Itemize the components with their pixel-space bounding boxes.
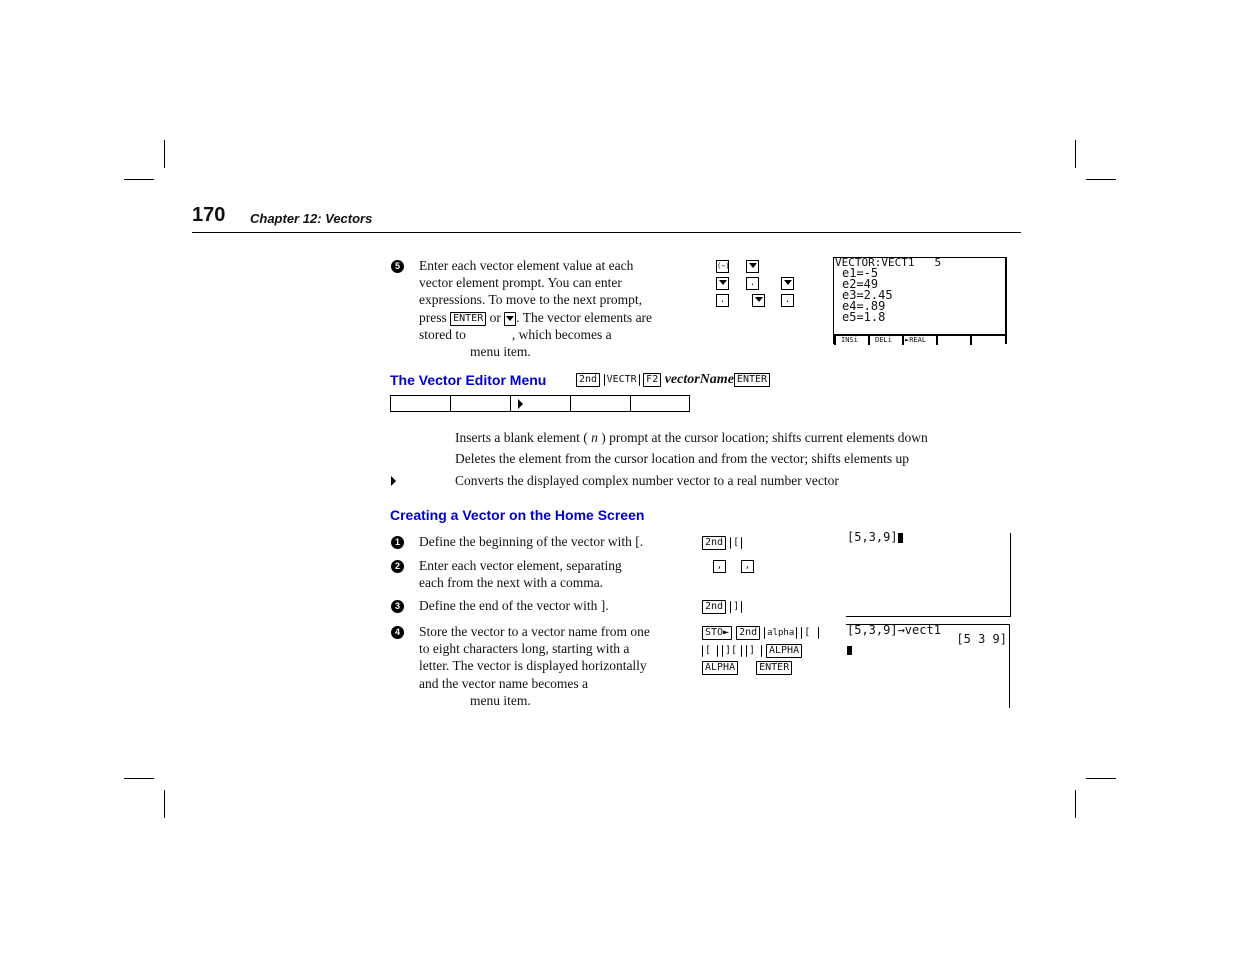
- text-line: letter. The vector is displayed horizontally: [419, 658, 647, 674]
- down-arrow-icon: [506, 316, 514, 321]
- down-arrow-icon: [719, 280, 727, 285]
- menu-divider: [970, 336, 972, 345]
- home-step4-text: [419, 623, 704, 709]
- alpha-key: ALPHA: [766, 644, 802, 658]
- section-heading-vector-editor-menu: The Vector Editor Menu: [390, 372, 547, 388]
- text-line: to eight characters long, starting with a: [419, 641, 630, 657]
- cursor-block: [898, 533, 903, 543]
- decimal-key: .: [716, 294, 729, 307]
- crop-mark: [1086, 179, 1116, 180]
- menu-cell-insi: [390, 395, 451, 412]
- alpha-lower-key: alpha: [764, 627, 797, 639]
- menu-desc-real: Converts the displayed complex number vector to a real number vector: [455, 473, 839, 488]
- menu-divider: [902, 336, 904, 345]
- comma-key: ,: [713, 560, 726, 573]
- cursor-block: [847, 646, 852, 655]
- enter-key: ENTER: [756, 661, 792, 675]
- triangle-icon: [391, 476, 396, 486]
- screen-row: e4=.89: [842, 299, 886, 313]
- menu-cell-deli: [450, 395, 511, 412]
- enter-key: ENTER: [450, 312, 486, 326]
- f2-key: F2: [643, 373, 661, 387]
- text-line: vector element prompt. You can enter: [419, 275, 622, 291]
- second-key: 2nd: [576, 373, 600, 387]
- menu-divider: [834, 336, 836, 345]
- calculator-home-screen-2: [846, 624, 1010, 708]
- alpha-key: ALPHA: [702, 661, 738, 675]
- screen-entry: [5,3,9]→vect1: [847, 623, 941, 637]
- crop-mark: [1075, 140, 1076, 168]
- crop-mark: [1075, 790, 1076, 818]
- home-step4-keys-row2: [702, 642, 802, 660]
- text-line: menu item.: [470, 344, 531, 360]
- down-arrow-key: [716, 277, 729, 290]
- second-key: 2nd: [736, 626, 760, 640]
- down-arrow-icon: [749, 263, 757, 268]
- text-fragment: ) prompt at the cursor location; shifts current elements down: [601, 430, 928, 445]
- text-line: menu item.: [470, 692, 531, 708]
- text-line: [419, 309, 709, 326]
- text-line: expressions. To move to the next prompt,: [419, 292, 643, 308]
- text-line: Enter each vector element value at each: [419, 258, 634, 273]
- screen-title-text: VECTOR:VECT1: [835, 256, 915, 269]
- triangle-icon: [518, 399, 523, 409]
- screen-entry: [847, 531, 903, 544]
- decimal-key: .: [746, 277, 759, 290]
- text-fragment: n: [591, 430, 598, 445]
- menu-cell-real: [510, 395, 571, 412]
- crop-mark: [1086, 778, 1116, 779]
- text-line: [419, 326, 709, 343]
- text-fragment: , which becomes a: [511, 326, 612, 342]
- text-fragment: press: [419, 309, 447, 325]
- text-fragment: or: [489, 309, 501, 325]
- second-key: 2nd: [702, 536, 726, 550]
- store-key: STO►: [702, 626, 732, 640]
- close-bracket-key: ]: [730, 601, 742, 613]
- home-step1-keys: [702, 534, 742, 552]
- step-number-5: 5: [391, 260, 404, 273]
- text-fragment: stored to: [419, 326, 466, 342]
- screen-menu-item: ►REAL: [905, 336, 927, 344]
- page-number: 170: [192, 204, 226, 226]
- screen-result: [5 3 9]: [956, 632, 1007, 646]
- comma-key: ,: [741, 560, 754, 573]
- down-arrow-key: [504, 312, 516, 326]
- down-arrow-key: [746, 260, 759, 273]
- second-key: 2nd: [702, 600, 726, 614]
- header-rule: [192, 232, 1021, 233]
- chapter-title: Chapter 12: Vectors: [250, 211, 373, 226]
- text-fragment: . The vector elements are: [516, 309, 653, 325]
- screen-menu-item: INSi: [841, 336, 858, 344]
- home-step4-keys-row1: [702, 624, 819, 642]
- home-step3-keys: [702, 598, 742, 616]
- section-heading-home-screen: Creating a Vector on the Home Screen: [390, 507, 645, 523]
- down-arrow-key: [781, 277, 794, 290]
- screen-row: e1=-5: [842, 266, 879, 280]
- menu-divider: [936, 336, 938, 345]
- screen-row: e5=1.8: [842, 310, 886, 324]
- menu-divider: [868, 336, 870, 345]
- negative-key: (−): [716, 260, 729, 273]
- bracket-key: ]: [746, 645, 762, 657]
- crop-mark: [164, 140, 165, 168]
- screen-row: e3=2.45: [842, 288, 893, 302]
- menu-cell-5: [630, 395, 690, 412]
- home-step3-text: Define the end of the vector with ].: [419, 598, 609, 613]
- open-bracket-key: [: [730, 537, 742, 549]
- step5-text: [419, 257, 709, 360]
- menu-desc-insert: [455, 429, 1015, 446]
- screen-dimension: 5: [934, 256, 942, 269]
- home-step4-keys-row3: [702, 659, 792, 677]
- text-line: Store the vector to a vector name from one: [419, 624, 650, 639]
- text-fragment: Inserts a blank element (: [455, 430, 588, 445]
- crop-mark: [124, 179, 154, 180]
- vectr-key: VECTR: [604, 374, 640, 386]
- step-number-1: 1: [391, 536, 404, 549]
- calculator-home-screen-1: [846, 530, 1011, 617]
- screen-row: e2=49: [842, 277, 879, 291]
- vector-name-text: vectorName: [664, 372, 734, 387]
- decimal-key: .: [781, 294, 794, 307]
- bracket-key: [: [801, 627, 819, 639]
- editor-menu-keystrokes: [576, 372, 770, 388]
- screen-menu-item: DELi: [875, 336, 892, 344]
- menu-cell-4: [570, 395, 631, 412]
- enter-key: ENTER: [734, 373, 770, 387]
- step-number-3: 3: [391, 600, 404, 613]
- down-arrow-icon: [784, 280, 792, 285]
- text-line: Enter each vector element, separating: [419, 558, 622, 573]
- down-arrow-key: [752, 294, 765, 307]
- bracket-key: [: [702, 645, 718, 657]
- step-number-4: 4: [391, 626, 404, 639]
- bracket-key: ][: [722, 645, 742, 657]
- screen-entry-text: [5,3,9]: [847, 530, 898, 544]
- home-step2-text: [419, 557, 699, 591]
- text-line: and the vector name becomes a: [419, 675, 589, 691]
- step-number-2: 2: [391, 560, 404, 573]
- down-arrow-icon: [755, 297, 763, 302]
- screen-menu-bar: [834, 334, 1005, 346]
- menu-desc-delete: Deletes the element from the cursor location and from the vector; shifts elements up: [455, 451, 909, 466]
- text-line: each from the next with a comma.: [419, 575, 604, 591]
- calculator-screen-vector-editor: [833, 257, 1007, 344]
- crop-mark: [124, 778, 154, 779]
- crop-mark: [164, 790, 165, 818]
- home-step1-text: Define the beginning of the vector with [.: [419, 534, 644, 549]
